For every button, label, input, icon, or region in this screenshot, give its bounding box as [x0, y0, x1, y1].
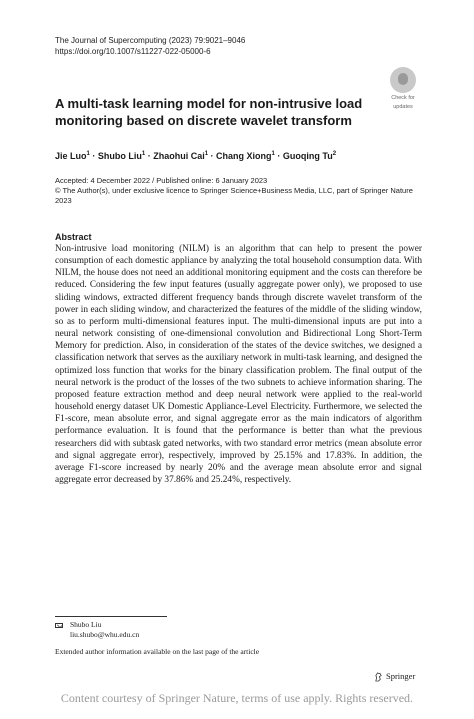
- author-affiliation: 1: [141, 151, 146, 157]
- check-for-updates-badge[interactable]: [386, 67, 420, 110]
- author-separator: ·: [274, 151, 283, 161]
- badge-text-line1: Check for: [391, 95, 415, 101]
- author-affiliation: 1: [86, 151, 90, 157]
- author-separator: ·: [145, 151, 154, 161]
- correspondence-block: [55, 620, 139, 640]
- journal-citation: The Journal of Supercomputing (2023) 79:9021–9046: [55, 36, 246, 45]
- article-title: A multi-task learning model for non-intrusive load monitoring based on discrete wavelet transform: [55, 96, 363, 128]
- author-separator: ·: [89, 151, 98, 161]
- author-name[interactable]: Zhaohui Cai: [153, 151, 205, 161]
- footnote-divider: [55, 616, 167, 617]
- accepted-published-dates: Accepted: 4 December 2022 / Published online: 6 January 2023: [55, 176, 268, 185]
- publication-dates: [55, 176, 425, 206]
- author-affiliation: 1: [204, 151, 209, 157]
- extended-author-info: Extended author information available on the last page of the article: [55, 647, 260, 656]
- author-name[interactable]: Chang Xiong: [216, 151, 272, 161]
- publisher-logo: [374, 671, 415, 682]
- check-updates-icon: [390, 67, 416, 93]
- author-affiliation: 2: [332, 151, 337, 157]
- doi-link[interactable]: https://doi.org/10.1007/s11227-022-05000-6: [55, 47, 211, 56]
- envelope-icon: [55, 623, 63, 628]
- author-name[interactable]: Guoqing Tu: [282, 151, 333, 161]
- abstract-heading: Abstract: [55, 232, 92, 242]
- copyright-notice: © The Author(s), under exclusive licence to Springer Science+Business Media, LLC, part of Springer Nature 2023: [55, 186, 413, 205]
- abstract-body: Non-intrusive load monitoring (NILM) is an algorithm that can help to present the power consumption of each domestic appliance by analyzing the total household consumption data. With NILM, the house does not need an additional monitoring equipment and the costs can therefore be reduced. Considering the few input features (usually aggregate power only), we proposed to use sliding windows, extracted different frequency bands through discrete wavelet transform of the power in each sliding window, and characterized the features of the middle of the sliding window, so as to perform multi-dimensional features input. The multi-dimensional inputs are put into a neural network consisting of one-dimensional convolution and Bidirectional Long Short-Term Memory for prediction. Also, in consideration of the states of the device switches, we designed a classification network that serves as the auxiliary network in multi-task learning, and designed the optimized loss function that works for the binary classification problem. The final output of the neural network is the product of the losses of the two subnets to achieve information sharing. The proposed feature extraction method and deep neural network were applied to the real-world household energy dataset UK Domestic Appliance-Level Electricity. Furthermore, we selected the F1-score, mean absolute error, and signal aggregate error as the main indicators of algorithm performance evaluation. It is found that the performance is better than what the previous researchers did with subtask gated networks, with two standard error metrics (mean absolute error and signal aggregate error), respectively, improved by 25.15% and 17.83%. In addition, the average F1-score increased by nearly 20% and the average mean absolute error and signal aggregate error decreased by 37.86% and 25.24%, respectively.: [55, 244, 422, 485]
- author-affiliation: 1: [271, 151, 275, 157]
- corresponding-author-name: Shubo Liu: [70, 620, 102, 629]
- publisher-name: Springer: [386, 671, 416, 681]
- author-name[interactable]: Shubo Liu: [97, 151, 142, 161]
- journal-header: [55, 35, 245, 57]
- author-name[interactable]: Jie Luo: [55, 151, 87, 161]
- author-list: [55, 148, 336, 162]
- courtesy-watermark: Content courtesy of Springer Nature, terms of use apply. Rights reserved.: [60, 691, 414, 705]
- springer-horse-icon: [374, 672, 383, 682]
- author-separator: ·: [208, 151, 217, 161]
- corresponding-author-email[interactable]: liu.shubo@whu.edu.cn: [70, 630, 140, 639]
- badge-text-line2: updates: [393, 103, 413, 110]
